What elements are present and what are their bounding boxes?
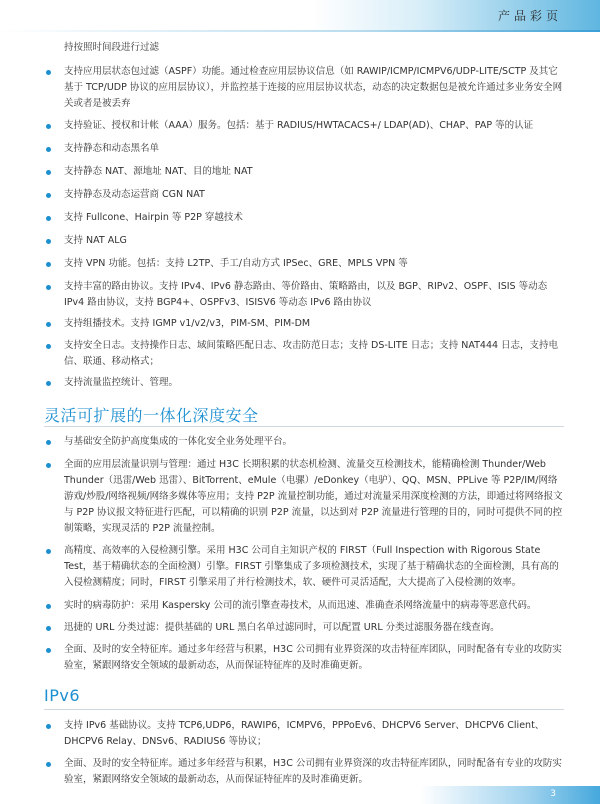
section-title-deep-security: 灵活可扩展的一体化深度安全 — [44, 406, 259, 425]
header-divider — [0, 30, 600, 32]
bullet-icon — [46, 262, 51, 267]
bullet-icon — [46, 70, 51, 75]
list-item-text: 支持静态和动态黑名单 — [64, 143, 160, 154]
section-title-ipv6: IPv6 — [44, 686, 81, 705]
list-item-text: 支持流量监控统计、管理。 — [64, 377, 179, 388]
bullet-icon — [46, 604, 51, 609]
bullet-icon — [46, 216, 51, 221]
footer-bar — [0, 786, 600, 804]
continuation-text: 持按照时间段进行过滤 — [64, 42, 160, 53]
list-item-text: 实时的病毒防护：采用 Kaspersky 公司的流引擎查毒技术，从而迅速、准确查杀网络流量中的病毒等恶意代码。 — [64, 600, 537, 611]
list-item-text: 全面、及时的安全特征库。通过多年经营与积累，H3C 公司拥有业界资深的攻击特征库团队，同时配备有专业的攻防实验室，紧跟网络安全领域的最新动态，从而保证特征库的及时准确更新。 — [64, 758, 562, 785]
bullet-icon — [46, 724, 51, 729]
list-item-text: 支持验证、授权和计帐（AAA）服务。包括：基于 RADIUS/HWTACACS+/ LDAP(AD)、CHAP、PAP 等的认证 — [64, 120, 534, 131]
bullet-icon — [46, 285, 51, 290]
bullet-icon — [46, 648, 51, 653]
bullet-icon — [46, 344, 51, 349]
bullet-icon — [46, 626, 51, 631]
bullet-icon — [46, 193, 51, 198]
bullet-icon — [46, 170, 51, 175]
bullet-icon — [46, 762, 51, 767]
list-item-text: 支持 VPN 功能。包括：支持 L2TP、手工/自动方式 IPSec、GRE、MPLS VPN 等 — [64, 258, 408, 269]
list-item-text: 支持应用层状态包过滤（ASPF）功能。通过检查应用层协议信息（如 RAWIP/ICMP/ICMPV6/UDP-LITE/SCTP 及其它基于 TCP/UDP 协议的应用层协议），并监控基于连接的应用层协议状态，动态的决定数据包是被允许通过多业务安全网关或者是被丢弃 — [64, 66, 563, 109]
list-item-text: 支持静态 NAT、源地址 NAT、目的地址 NAT — [64, 166, 253, 177]
list-item-text: 支持静态及动态运营商 CGN NAT — [64, 189, 205, 200]
header-title: 产品彩页 — [497, 9, 562, 23]
bullet-icon — [46, 239, 51, 244]
list-item-text: 支持安全日志。支持操作日志、域间策略匹配日志、攻击防范日志；支持 DS-LITE 日志；支持 NAT444 日志，支持电信、联通、移动格式； — [64, 340, 559, 367]
bullet-icon — [46, 440, 51, 445]
list-item-text: 支持 IPv6 基础协议。支持 TCP6,UDP6，RAWIP6，ICMPV6，PPPoEv6、DHCPV6 Server、DHCPV6 Client、DHCPV6 Relay、DNSv6、RADIUS6 等协议； — [64, 720, 545, 747]
page-number: 3 — [550, 789, 556, 799]
list-item-text: 支持组播技术。支持 IGMP v1/v2/v3，PIM-SM、PIM-DM — [64, 318, 311, 329]
bullet-icon — [46, 381, 51, 386]
bullet-icon — [46, 322, 51, 327]
list-item-text: 支持丰富的路由协议。支持 IPv4、IPv6 静态路由、等价路由、策略路由，以及 BGP、RIPv2、OSPF、ISIS 等动态 IPv4 路由协议，支持 BGP4+、OSPFv3、ISISV6 等动态 IPv6 路由协议 — [64, 281, 548, 308]
list-item-text: 高精度、高效率的入侵检测引擎。采用 H3C 公司自主知识产权的 FIRST（Full Inspection with Rigorous State Test，基于精确状态的全面检测）引擎。FIRST 引擎集成了多项检测技术，实现了基于精确状态的全面检测，具有高的入侵检测精度；同时，FIRST 引擎采用了并行检测技术，软、硬件可灵活适配，大大提高了入侵检测的效率。 — [64, 545, 559, 588]
bullet-icon — [46, 147, 51, 152]
bullet-icon — [46, 463, 51, 468]
list-item-text: 支持 NAT ALG — [64, 235, 127, 246]
bullet-icon — [46, 124, 51, 129]
section-divider — [44, 426, 564, 427]
list-item-text: 全面的应用层流量识别与管理：通过 H3C 长期积累的状态机检测、流量交互检测技术，能精确检测 Thunder/Web Thunder（迅雷/Web 迅雷）、BitTorrent、eMule（电骡）/eDonkey（电驴）、QQ、MSN、PPLive 等 P2P/IM/网络游戏/炒股/网络视频/网络多媒体等应用；支持 P2P 流量控制功能，通过对流量采用深度检测的方法，即通过将网络报文与 P2P 协议报文特征进行匹配，可以精确的识别 P2P 流量，以达到对 P2P 流量进行管理的目的，同时可提供不同的控制策略，实现灵活的 P2P 流量控制。 — [64, 459, 563, 534]
list-item-text: 全面、及时的安全特征库。通过多年经营与积累，H3C 公司拥有业界资深的攻击特征库团队，同时配备有专业的攻防实验室，紧跟网络安全领域的最新动态，从而保证特征库的及时准确更新。 — [64, 644, 562, 671]
list-item-text: 支持 Fullcone、Hairpin 等 P2P 穿越技术 — [64, 212, 243, 223]
header-bar — [0, 0, 600, 30]
section-divider — [44, 709, 564, 710]
bullet-icon — [46, 549, 51, 554]
list-item-text: 迅捷的 URL 分类过滤：提供基础的 URL 黑白名单过滤同时，可以配置 URL 分类过滤服务器在线查询。 — [64, 622, 500, 633]
list-item-text: 与基础安全防护高度集成的一体化安全业务处理平台。 — [64, 436, 293, 447]
